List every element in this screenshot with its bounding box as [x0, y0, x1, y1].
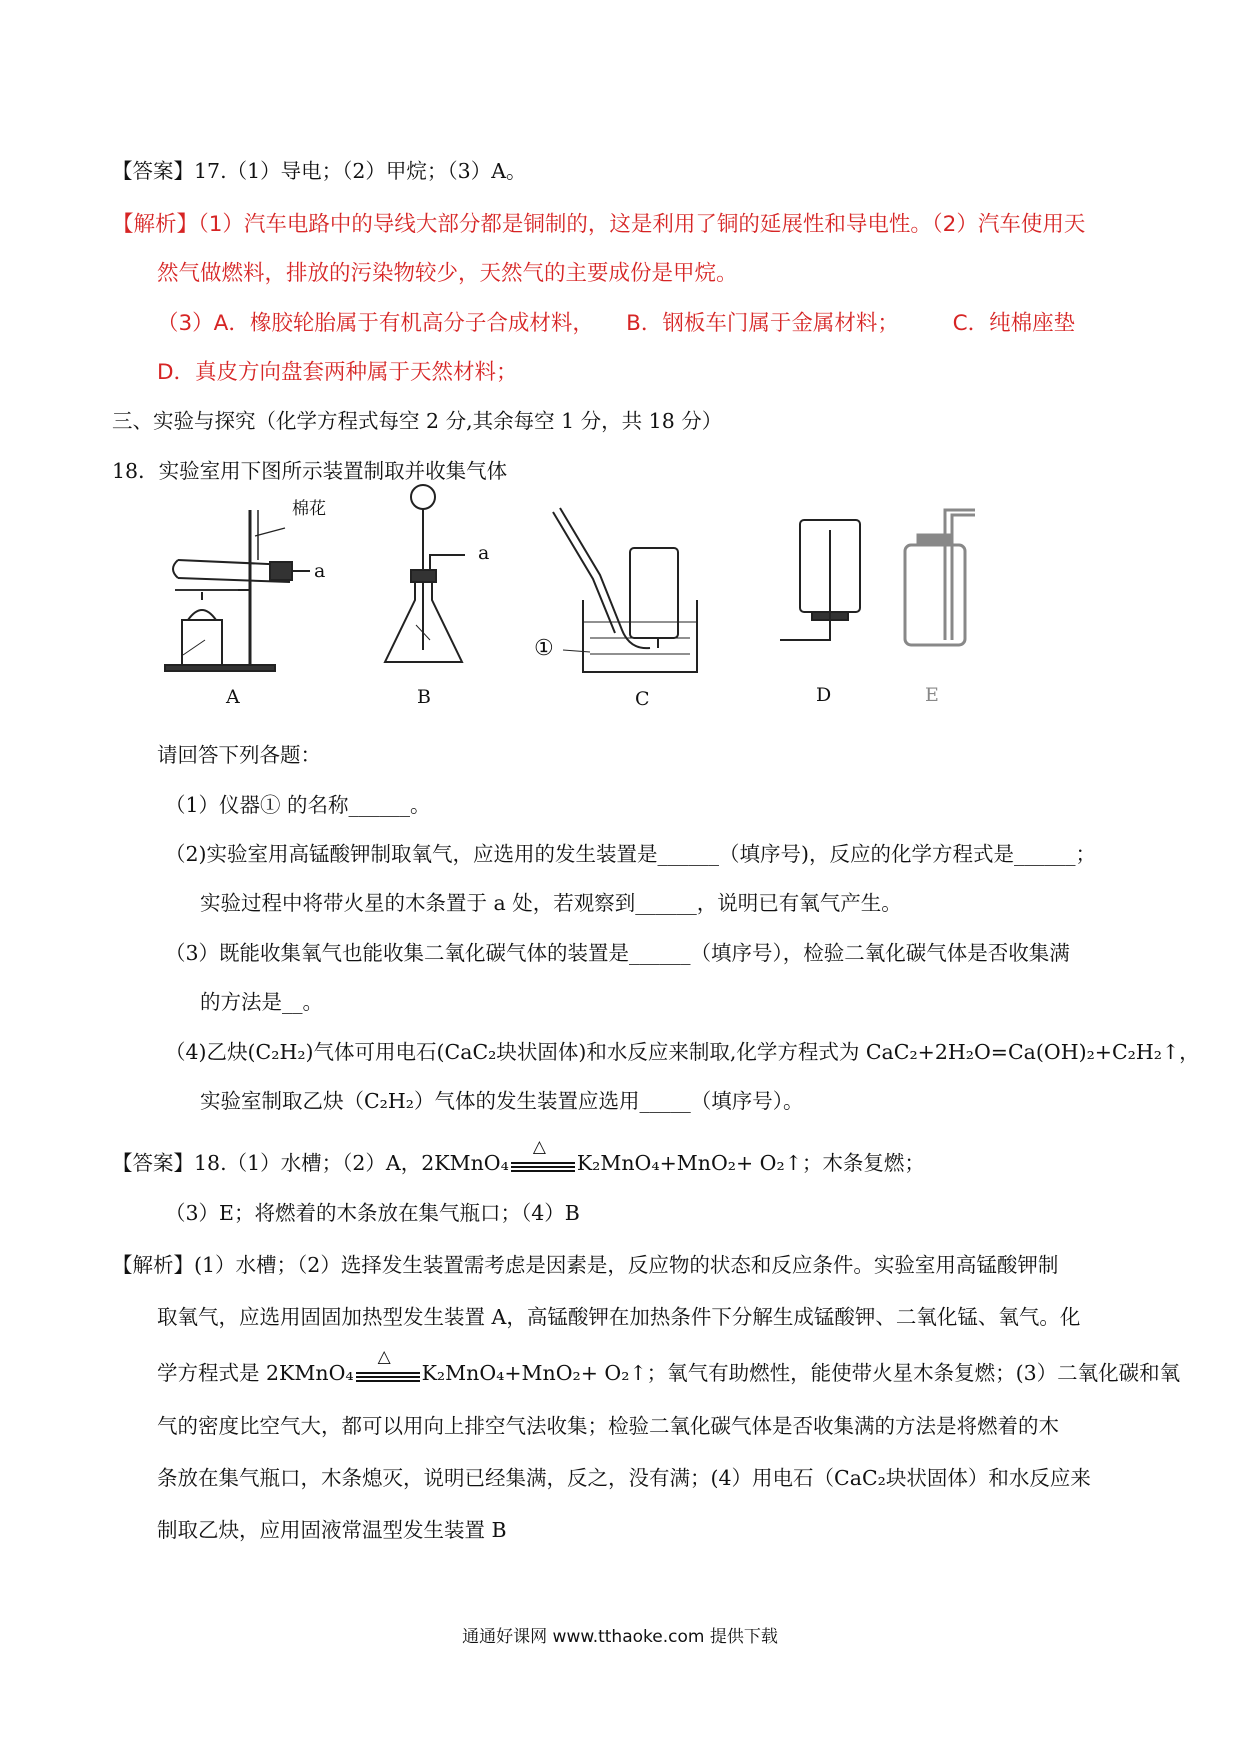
heating-equals-sign: [511, 1136, 575, 1177]
label-instrument-1: ①: [534, 636, 554, 661]
analysis-17-line4: D．真皮方向盘套两种属于天然材料；: [157, 360, 518, 385]
apparatus-c: [553, 508, 697, 672]
analysis-17-line1: 【解析】（1）汽车电路中的导线大部分都是铜制的，这是利用了铜的延展性和导电性。（2）汽车使用天: [112, 212, 1086, 237]
analysis-17-line2: 然气做燃料，排放的污染物较少，天然气的主要成份是甲烷。: [157, 261, 738, 286]
caption-d: D: [816, 684, 832, 706]
answer-18-part2: K₂MnO₄+MnO₂+ O₂↑；木条复燃；: [576, 1151, 925, 1175]
caption-b: B: [417, 686, 431, 708]
label-a-tube: a: [314, 560, 326, 582]
apparatus-e: [905, 510, 975, 645]
analysis-18-line4: 气的密度比空气大，都可以用向上排空气法收集；检验二氧化碳气体是否收集满的方法是将燃着的木: [157, 1414, 1059, 1438]
prompt-answer: 请回答下列各题：: [157, 743, 321, 767]
heating-condition-icon-2: △: [377, 1346, 391, 1367]
answer-17: 【答案】17.（1）导电；（2）甲烷；（3）A。: [112, 159, 527, 183]
analysis-18-line5: 条放在集气瓶口，木条熄灭，说明已经集满，反之，没有满；(4）用电石（CaC₂块状固体）和水反应来: [157, 1466, 1091, 1490]
apparatus-a: [165, 510, 310, 671]
section-3-heading: 三、实验与探究（化学方程式每空 2 分,其余每空 1 分，共 18 分）: [112, 409, 723, 433]
question-18-4-line2: 实验室制取乙炔（C₂H₂）气体的发生装置应选用_____（填序号）。: [200, 1089, 804, 1113]
analysis-18-line2: 取氧气，应选用固固加热型发生装置 A，高锰酸钾在加热条件下分解生成锰酸钾、二氧化锰、氧气。化: [157, 1305, 1081, 1329]
label-cotton: 棉花: [292, 499, 326, 519]
analysis-18-eq-part2: K₂MnO₄+MnO₂+ O₂↑；氧气有助燃性，能使带火星木条复燃；(3）二氧化碳和氧: [421, 1361, 1181, 1385]
question-18-4-line1: （4)乙炔(C₂H₂)气体可用电石(CaC₂块状固体)和水反应来制取,化学方程式为 CaC₂+2H₂O=Ca(OH)₂+C₂H₂↑，: [165, 1040, 1200, 1064]
caption-e: E: [925, 684, 939, 706]
caption-a: A: [226, 686, 240, 708]
analysis-17-line3: （3）A．橡胶轮胎属于有机高分子合成材料， B．钢板车门属于金属材料； C．纯棉座垫: [157, 311, 1076, 336]
answer-18-line2: （3）E；将燃着的木条放在集气瓶口；（4）B: [165, 1201, 580, 1225]
question-18-2-line2: 实验过程中将带火星的木条置于 a 处，若观察到______，说明已有氧气产生。: [200, 891, 902, 915]
question-18-3-line1: （3）既能收集氧气也能收集二氧化碳气体的装置是______（填序号），检验二氧化碳气体是否收集满: [165, 941, 1070, 965]
apparatus-figure: [0, 0, 1240, 720]
answer-18-line1: [112, 1136, 925, 1178]
apparatus-d: [780, 520, 860, 640]
heating-equals-sign-2: [356, 1346, 420, 1387]
question-18-1: （1）仪器① 的名称______。: [165, 793, 431, 817]
analysis-18-line3: [157, 1346, 1181, 1388]
analysis-18-line1: 【解析】(1）水槽；（2）选择发生装置需考虑是因素是，反应物的状态和反应条件。实验室用高锰酸钾制: [112, 1253, 1059, 1277]
question-18-2-line1: （2)实验室用高锰酸钾制取氧气，应选用的发生装置是______（填序号)，反应的化学方程式是______；: [165, 842, 1097, 866]
analysis-18-line6: 制取乙炔，应用固液常温型发生装置 B: [157, 1518, 507, 1542]
caption-c: C: [635, 688, 650, 710]
heating-condition-icon: △: [532, 1136, 546, 1157]
page-footer: 通通好课网 www.tthaoke.com 提供下载: [462, 1627, 778, 1647]
analysis-18-eq-part1: 学方程式是 2KMnO₄: [157, 1361, 354, 1385]
question-18-title: 18．实验室用下图所示装置制取并收集气体: [112, 459, 508, 483]
answer-18-part1: 【答案】18.（1）水槽；（2）A，2KMnO₄: [112, 1151, 509, 1175]
label-a-flask: a: [478, 542, 490, 564]
apparatus-b: [385, 485, 465, 662]
question-18-3-line2: 的方法是__。: [200, 990, 323, 1014]
